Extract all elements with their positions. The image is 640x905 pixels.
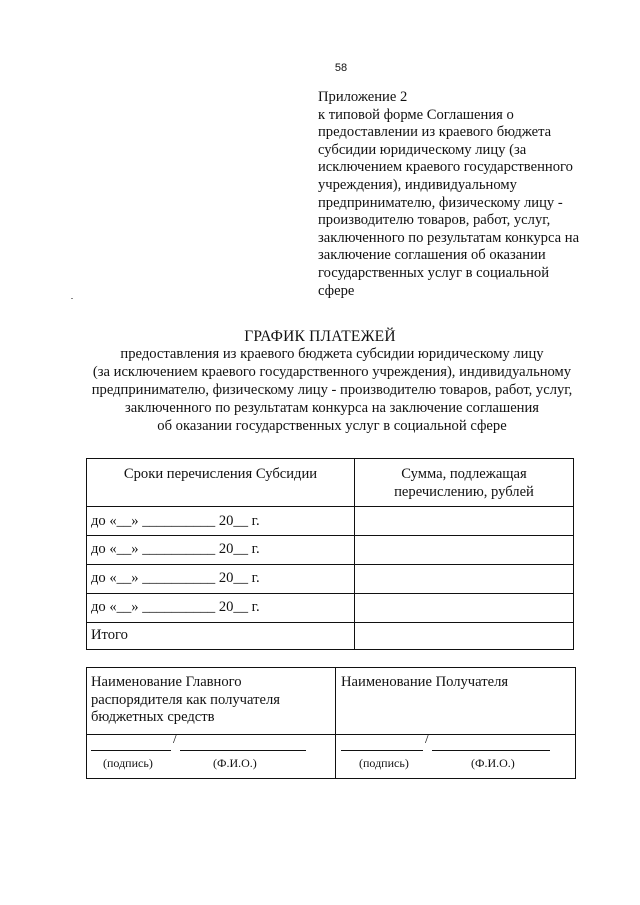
appendix-line: учреждения), индивидуальному bbox=[318, 176, 517, 193]
appendix-line: Приложение 2 bbox=[318, 89, 408, 105]
row-divider bbox=[87, 593, 573, 594]
party-line: Наименование Получателя bbox=[341, 674, 509, 690]
party-line: бюджетных средств bbox=[91, 709, 215, 725]
party-line: распорядителя как получателя bbox=[91, 691, 280, 708]
header-payment-dates: Сроки перечисления Субсидии bbox=[123, 466, 318, 482]
name-caption-left: (Ф.И.О.) bbox=[213, 756, 257, 770]
appendix-line: заключение соглашения об оказании bbox=[318, 247, 546, 264]
signature-line-left bbox=[91, 738, 171, 751]
signature-line-right bbox=[341, 738, 423, 751]
row-divider bbox=[87, 564, 573, 565]
appendix-line: заключенного по результатам конкурса на bbox=[318, 229, 580, 246]
name-caption-right: (Ф.И.О.) bbox=[471, 756, 515, 770]
appendix-line: государственных услуг в социальной bbox=[318, 264, 550, 281]
chief-distributor-name bbox=[91, 674, 280, 727]
header-amount-line: Сумма, подлежащая bbox=[401, 466, 527, 482]
subtitle-line: заключенного по результатам конкурса на заключение соглашения bbox=[124, 400, 540, 416]
appendix-line: сфере bbox=[318, 282, 355, 299]
payment-date-row-1: до «__» __________ 20__ г. bbox=[91, 513, 260, 529]
subtitle-line: предпринимателю, физическому лицу - производителю товаров, работ, услуг, bbox=[91, 382, 573, 398]
row-divider bbox=[87, 734, 575, 735]
signature-caption-right: (подпись) bbox=[359, 756, 409, 770]
appendix-line: исключением краевого государственного bbox=[318, 159, 573, 176]
payments-table bbox=[86, 458, 574, 650]
subtitle-line: предоставления из краевого бюджета субсидии юридическому лицу bbox=[120, 346, 544, 362]
row-divider bbox=[87, 535, 573, 536]
signature-caption-left: (подпись) bbox=[103, 756, 153, 770]
document-title: ГРАФИК ПЛАТЕЖЕЙ bbox=[244, 328, 396, 345]
appendix-line: производителю товаров, работ, услуг, bbox=[318, 212, 551, 229]
row-divider bbox=[87, 506, 573, 507]
appendix-line: субсидии юридическому лицу (за bbox=[318, 141, 527, 158]
page-number: 58 bbox=[334, 62, 348, 74]
appendix-line: предоставлении из краевого бюджета bbox=[318, 124, 552, 141]
signature-slash: / bbox=[425, 732, 429, 747]
subtitle-line: об оказании государственных услуг в социальной сфере bbox=[157, 418, 507, 434]
signatures-table bbox=[86, 667, 576, 779]
subtitle-line: (за исключением краевого государственного учреждения), индивидуальному bbox=[92, 364, 572, 380]
row-divider bbox=[87, 622, 573, 623]
signature-slash: / bbox=[173, 732, 177, 747]
payment-date-row-2: до «__» __________ 20__ г. bbox=[91, 541, 260, 557]
header-amount-line: перечислению, рублей bbox=[394, 484, 534, 500]
appendix-line: к типовой форме Соглашения о bbox=[318, 106, 514, 123]
payment-date-row-3: до «__» __________ 20__ г. bbox=[91, 570, 260, 586]
total-label: Итого bbox=[91, 627, 128, 643]
payment-date-row-4: до «__» __________ 20__ г. bbox=[91, 599, 260, 615]
recipient-name bbox=[341, 674, 508, 692]
document-subtitle bbox=[82, 345, 582, 435]
column-divider bbox=[335, 668, 336, 778]
party-line: Наименование Главного bbox=[91, 674, 242, 690]
name-line-right bbox=[432, 738, 550, 751]
appendix-note bbox=[318, 89, 608, 300]
appendix-line: предпринимателю, физическому лицу - bbox=[318, 194, 563, 211]
margin-mark bbox=[71, 298, 73, 299]
name-line-left bbox=[180, 738, 306, 751]
